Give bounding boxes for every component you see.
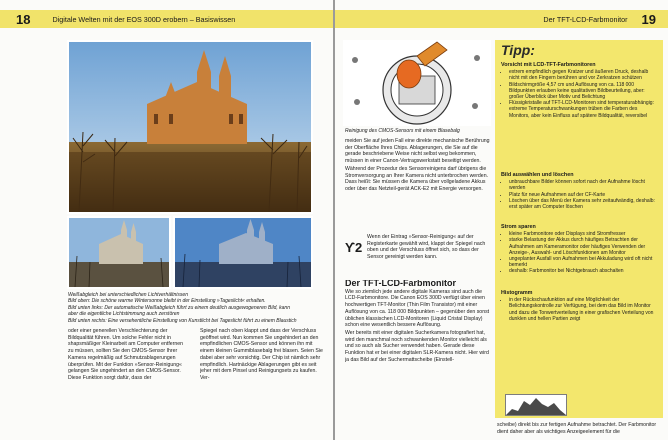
caption-line: aber die eigentliche Lichtstimmung auch zerstören [68,311,180,318]
tip-box [495,40,663,418]
body-text: Wie so ziemlich jede andere digitale Kameras sind auch die LCD-Farbmonitore. Die Canon EOS 300D verfügt über einen hochwertigen TFT-Monitor (Thin Film Transistor) mit einer Auflösung von ca. 118 000 Bildpunkten – gegenüber den sonst üblichen klassischen LCD-Monitoren (Liquid Cristal Display) schon eine wesentlich bessere Auflösung. [345,288,490,329]
tip-item: • Flüssigkristalle auf TFT-LCD-Monitoren sind temperaturabhängig: extreme Temperaturschwankungen trüben die Farben des Monitors, aber kein Einfluss auf spätere Bildqualität, reversibel [509,100,657,119]
tip-heading: Bild auswählen und löschen [501,172,574,178]
tip-item: • extrem empfindlich gegen Kratzer und äußeren Druck, deshalb nicht mit den Fingern berühren und vor Zerkratzen schützen [509,69,657,81]
body-text: Wenn der Eintrag »Sensor-Reinigung« auf der Registerkarte gewählt wird, klappt der Spiegel nach oben und der Verschluss öffnet sich, so dass der Sensor gereinigt werden kann. [367,234,486,261]
white-balance-caption [68,292,330,324]
tip-section-power [501,224,657,275]
tip-section-lcd [501,62,657,119]
sensor-figure-caption: Reinigung des CMOS-Sensors mit einem Blasebalg [345,128,460,134]
caption-line: Weißabgleich bei unterschiedlichen Lichtverhältnissen [68,292,188,298]
body-text: Spiegel nach oben klappt und dass der Verschluss geöffnet wird. Nun kommen Sie ungehindert an den empfindlichen CMOS-Sensor und können ihn mit einem kleinen Gummiblasebalg frei blasen. Seien Sie dabei aber sehr vorsichtig. Der Chip ist nämlich sehr empfindlich. Hartnäckige Ablagerungen gibt es seit jeher mit dem Pinsel und Reinigungsets zu kaufen. Ver- [200,328,323,381]
body-text: Während der Prozedur des Sensorreinigens darf übrigens die Stromversorgung an Ihrer Kamera nicht unterbrochen werden. Dass heißt: Sie müssen die Kamera über vollgeladene Akkus oder über das Netzteil-gerät ACK-E2 mit Energie versorgen. [345,165,489,192]
blower-camera-illustration [343,40,491,126]
left-page-header [0,10,333,28]
tip-title: Tipp: [501,42,535,58]
photo-church-warm [67,40,313,214]
histogram-graphic [505,394,567,416]
left-column-2 [200,328,324,438]
right-bottom-text [497,422,663,440]
left-page [0,0,333,440]
photo-church-auto [67,216,171,289]
tip-section-histogram [501,290,657,322]
tip-item: • unbrauchbare Bilder können sofort nach der Aufnahme löscht werden [509,179,657,191]
caption-line: Bild oben: Die schöne warme Wintersonne bleibt in der Einstellung »Tageslicht« erhalten. [68,298,266,305]
body-text: oder einer generellen Verschlechterung der Bildqualität führen. Um solche Fehler nicht in shapsmäßiger Kleinarbeit am Computer entfernen zu müssen, sollten Sie den CMOS-Sensor Ihrer Kamera regelmäßig auf Schmutzablagerungen überprüfen. Mit der Funktion »Sensor-Reinigung« gelangen Sie ungehindert an den CMOS-Sensor. Diese Funktion sorgt dafür, dass der [68,328,184,381]
tip-section-delete [501,172,657,210]
right-page-header [335,10,668,28]
tip-item: • deshalb: Farbmonitor bei Nichtgebrauch abschalten [509,268,657,274]
tip-heading: Strom sparen [501,224,536,230]
settings-tab-number: 2 [355,239,363,255]
settings-tab-icon: ϒ 2 [345,239,363,255]
right-page-number: 19 [641,11,656,27]
tip-item: • ungeplanter Ausfall von Aufnahmen bei Akkuladung wird oft nicht bemerkt [509,256,657,268]
tip-heading: Histogramm [501,290,533,296]
right-main-text [345,138,493,194]
left-header-text: Digitale Welten mit der EOS 300D erobern – Basiswissen [52,14,236,24]
left-column-1 [68,328,186,438]
tft-section [345,280,493,440]
caption-line: Bild unten links: Der automatische Weißabgleich führt zu einem deutlich ausgewogeneren Bild, kann [68,304,290,311]
church-auto-illustration [69,218,169,287]
tip-item: • Platz für neue Aufnahmen auf der CF-Karte [509,192,657,198]
body-text: scheibe) direkt bis zur fertigen Aufnahme betrachtet. Der Farbmonitor dient daher aber als wichtiges Anzeigeelement für die [497,422,657,435]
tip-item: • in der Rückschaufunktion auf eine Möglichkeit der Belichtungskontrolle zur Verfügung, bei dem das Bild im Monitor und dazu die Tonwertverteilung in einer grafischen Verteilung von dunklen und hellen Partien zeigt [509,297,657,322]
church-blue-illustration [175,218,311,287]
caption-line: Bild unten rechts: Eine versehentliche Einstellung von Kunstlicht bei Tageslicht führt zu einem Blaustich [68,317,297,324]
sensor-cleaning-figure [343,40,491,126]
section-heading: Der TFT-LCD-Farbmonitor [345,280,456,288]
right-page [335,0,668,440]
body-text: Wer bereits mit einer digitalen Sucherkamera fotografiert hat, wird den manchmal noch schwankenden Monitor vielleicht als und so auch als Sucher verwendet haben. Gerade diese Funktion hat er bei einer digitalen SLR-Kamera nicht. Hier wird ja das Bild auf der Suchermattscheibe (Einstell- [345,329,489,363]
photo-church-blue [173,216,313,289]
tip-item: • Löschen über das Menü der Kamera sehr zeitaufwändig, deshalb: erst später am Computer löschen [509,198,657,210]
right-main-text-3 [367,234,493,262]
body-text: meiden Sie auf jeden Fall eine direkte mechanische Berührung der Oberfläche Ihres Chips. Ablagerungen, die Sie auf die gerade beschriebene Weise nicht selbst weg bekommen, müssen in einer Canon-Vertragswerkstatt beseitigt werden. [345,138,490,165]
church-warm-illustration [69,42,311,212]
tip-item: • kleine Farbmonitore oder Displays sind Stromfresser [509,231,657,237]
left-page-number: 18 [16,11,31,27]
tip-heading: Vorsicht mit LCD-TFT-Farbmonitoren [501,62,596,68]
tip-item: • Bildschirmgröße 4,57 cm und Auflösung von ca. 118 000 Bildpunkten erlauben keine qualitativen Bildbeurteilung, aber: großer Überblick über Motiv und Belichtung [509,82,657,101]
tip-item: • starke Belastung der Akkus durch häufiges Betrachten der Aufnahmen am Kameramonitor oder häufiges Verwenden der Anzeige-, Auswahl- und Löschfunktionen am Monitor [509,237,657,256]
right-header-text: Der TFT-LCD-Farbmonitor [543,14,628,24]
